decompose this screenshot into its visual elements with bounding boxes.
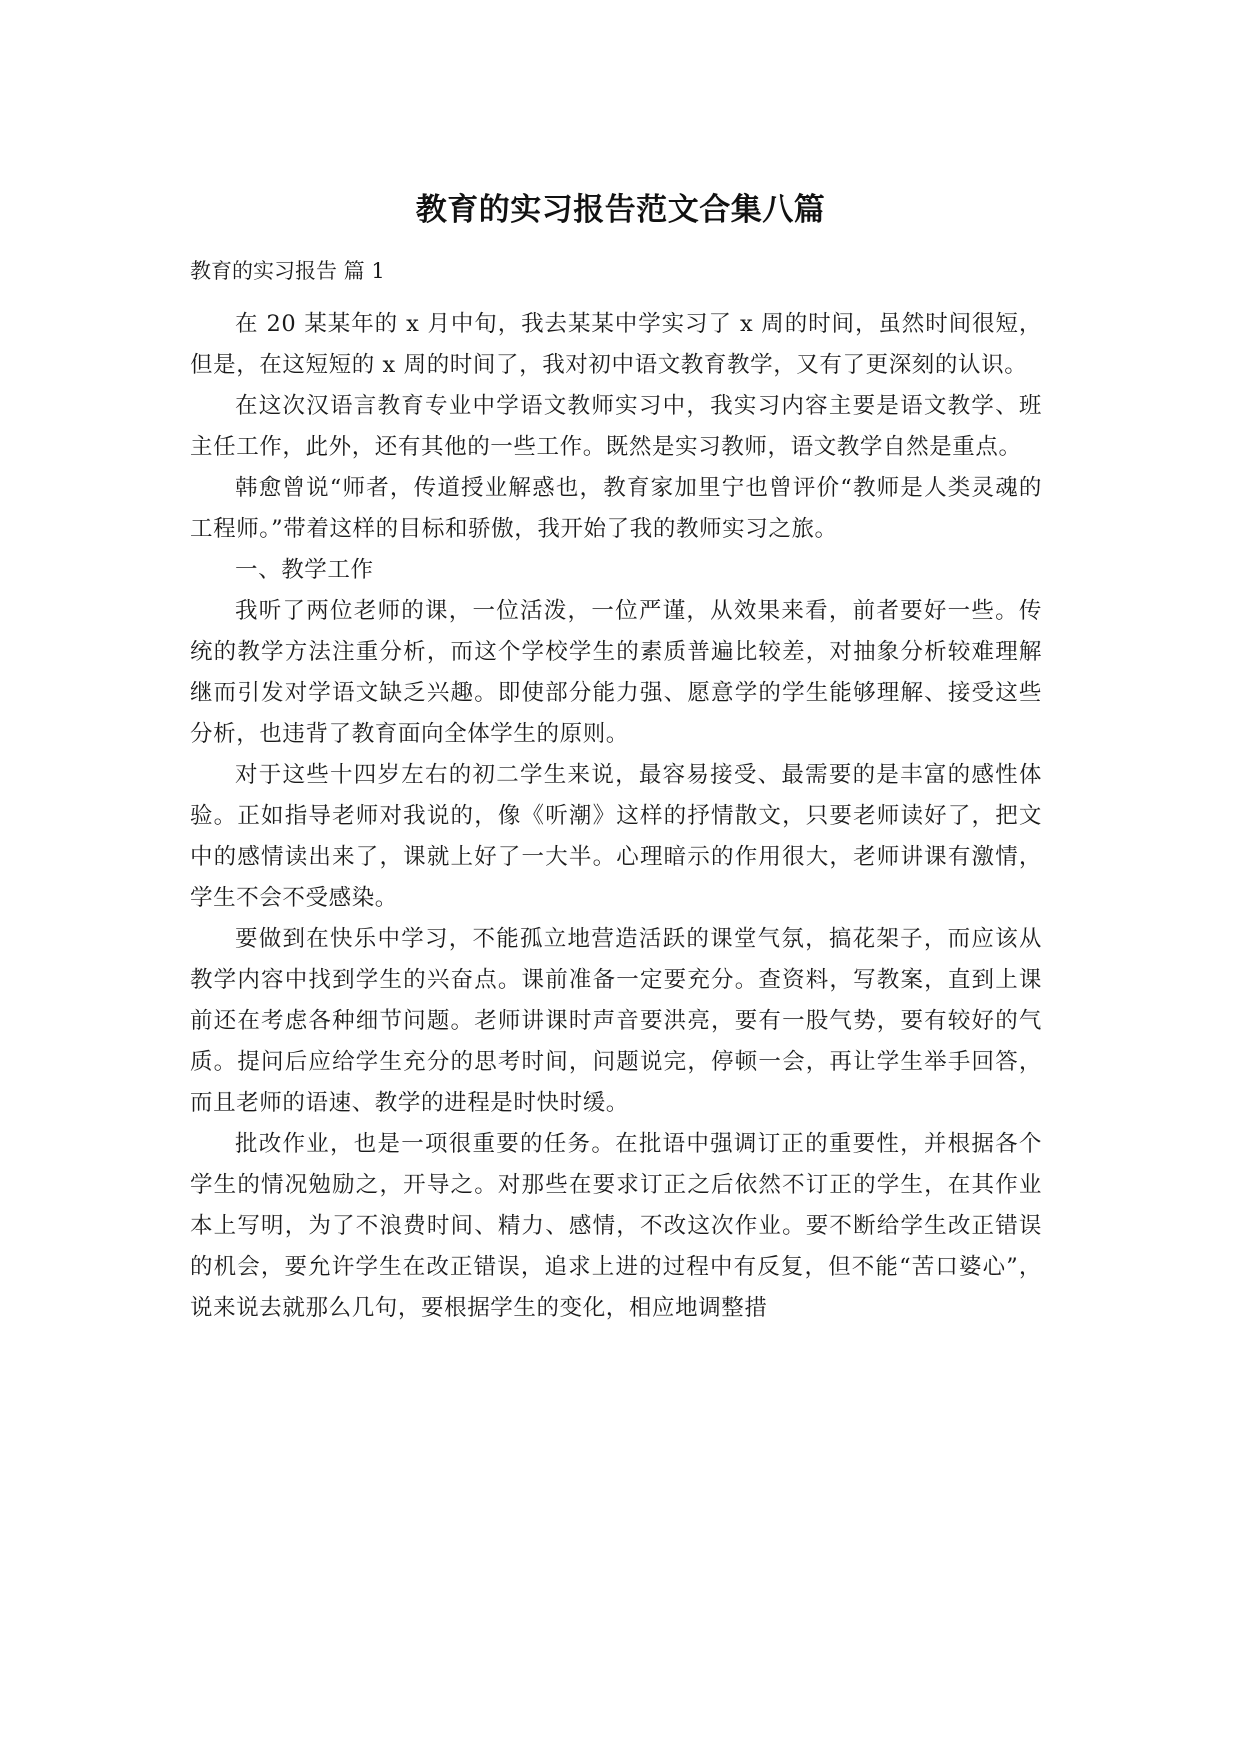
paragraph: 在这次汉语言教育专业中学语文教师实习中，我实习内容主要是语文教学、班主任工作，此外，还有其他的一些工作。既然是实习教师，语文教学自然是重点。 xyxy=(190,393,1042,460)
paragraph: 我听了两位老师的课，一位活泼，一位严谨，从效果来看，前者要好一些。传统的教学方法注重分析，而这个学校学生的素质普遍比较差，对抽象分析较难理解继而引发对学语文缺乏兴趣。即使部分能力强、愿意学的学生能够理解、接受这些分析，也违背了教育面向全体学生的原则。 xyxy=(190,598,1042,747)
section-label: 教育的实习报告 篇 1 xyxy=(190,259,385,283)
document-title: 教育的实习报告范文合集八篇 xyxy=(415,192,826,228)
document-body xyxy=(190,304,1042,1329)
paragraph: 对于这些十四岁左右的初二学生来说，最容易接受、最需要的是丰富的感性体验。正如指导老师对我说的，像《听潮》这样的抒情散文，只要老师读好了，把文中的感情读出来了，课就上好了一大半。心理暗示的作用很大，老师讲课有激情，学生不会不受感染。 xyxy=(190,762,1042,911)
section-heading: 一、教学工作 xyxy=(235,557,374,583)
paragraph: 韩愈曾说“师者，传道授业解惑也，教育家加里宁也曾评价“教师是人类灵魂的工程师。”带着这样的目标和骄傲，我开始了我的教师实习之旅。 xyxy=(190,475,1042,542)
paragraph: 要做到在快乐中学习，不能孤立地营造活跃的课堂气氛，搞花架子，而应该从教学内容中找到学生的兴奋点。课前准备一定要充分。查资料，写教案，直到上课前还在考虑各种细节问题。老师讲课时声音要洪亮，要有一股气势，要有较好的气质。提问后应给学生充分的思考时间，问题说完，停顿一会，再让学生举手回答，而且老师的语速、教学的进程是时快时缓。 xyxy=(190,926,1042,1116)
paragraph: 批改作业，也是一项很重要的任务。在批语中强调订正的重要性，并根据各个学生的情况勉励之，开导之。对那些在要求订正之后依然不订正的学生，在其作业本上写明，为了不浪费时间、精力、感情，不改这次作业。要不断给学生改正错误的机会，要允许学生在改正错误，追求上进的过程中有反复，但不能“苦口婆心”，说来说去就那么几句，要根据学生的变化，相应地调整措 xyxy=(190,1131,1042,1321)
paragraph: 在 20 某某年的 x 月中旬，我去某某中学实习了 x 周的时间，虽然时间很短，但是，在这短短的 x 周的时间了，我对初中语文教育教学，又有了更深刻的认识。 xyxy=(190,311,1042,378)
